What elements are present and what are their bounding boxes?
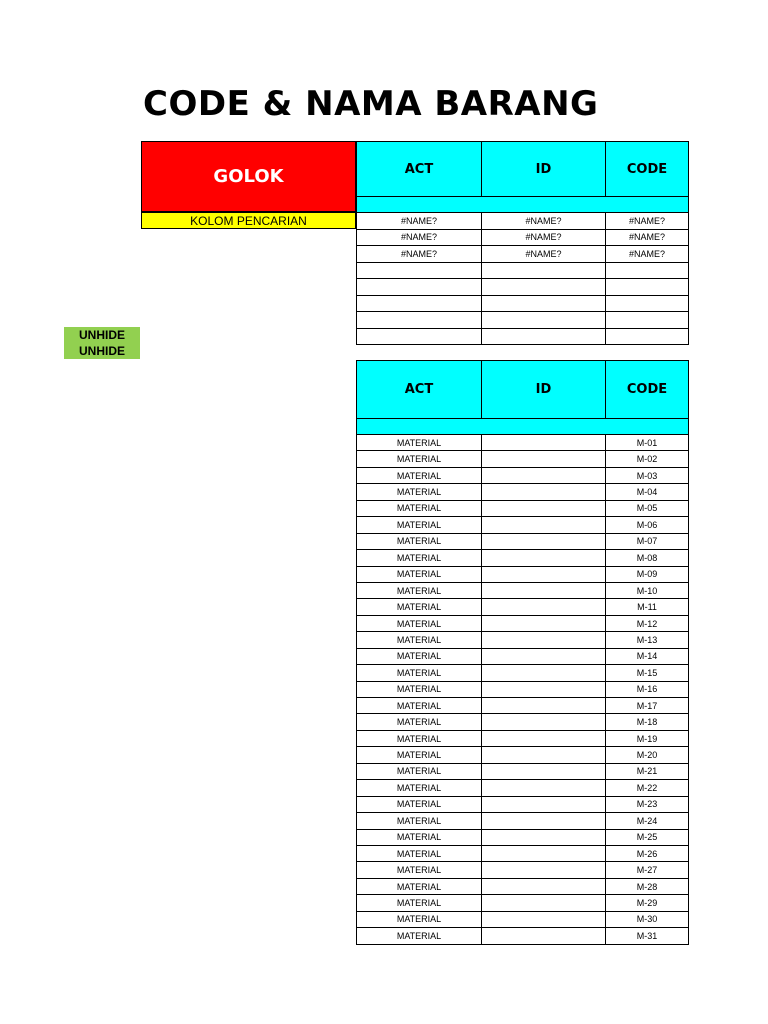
golok-cell[interactable]: GOLOK bbox=[141, 141, 356, 212]
cell-code[interactable]: M-15 bbox=[606, 665, 689, 681]
cell-act[interactable]: MATERIAL bbox=[357, 928, 482, 944]
table-row bbox=[357, 484, 689, 500]
cell-code[interactable]: M-04 bbox=[606, 484, 689, 500]
cell-act[interactable] bbox=[357, 295, 482, 312]
cell-id[interactable] bbox=[482, 262, 606, 279]
cell-act[interactable]: MATERIAL bbox=[357, 681, 482, 697]
cell-id[interactable] bbox=[482, 632, 606, 648]
table-row bbox=[357, 730, 689, 746]
cell-code[interactable]: #NAME? bbox=[606, 229, 689, 246]
table-row bbox=[357, 813, 689, 829]
header-spacer-row bbox=[357, 419, 689, 435]
cell-id[interactable] bbox=[482, 796, 606, 812]
table-row bbox=[357, 550, 689, 566]
cell-act[interactable]: MATERIAL bbox=[357, 698, 482, 714]
table-row bbox=[357, 517, 689, 533]
cell-code[interactable] bbox=[606, 295, 689, 312]
table-row bbox=[357, 566, 689, 582]
cell-act[interactable]: MATERIAL bbox=[357, 665, 482, 681]
column-header-id[interactable]: ID bbox=[482, 142, 606, 197]
cell-code[interactable]: M-03 bbox=[606, 467, 689, 483]
cell-act[interactable]: MATERIAL bbox=[357, 550, 482, 566]
table-row bbox=[357, 845, 689, 861]
table-row bbox=[357, 829, 689, 845]
cell-id[interactable] bbox=[482, 895, 606, 911]
cell-code[interactable]: M-14 bbox=[606, 648, 689, 664]
cell-code[interactable]: M-05 bbox=[606, 500, 689, 516]
cell-id[interactable] bbox=[482, 714, 606, 730]
search-result-row bbox=[357, 229, 689, 246]
cell-id[interactable] bbox=[482, 681, 606, 697]
search-result-row bbox=[357, 213, 689, 230]
cell-code[interactable]: M-11 bbox=[606, 599, 689, 615]
cell-code[interactable]: #NAME? bbox=[606, 246, 689, 263]
cell-code[interactable]: M-26 bbox=[606, 845, 689, 861]
cell-act[interactable]: #NAME? bbox=[357, 229, 482, 246]
cell-act[interactable] bbox=[357, 328, 482, 345]
table-row bbox=[357, 533, 689, 549]
cell-id[interactable] bbox=[482, 312, 606, 329]
cell-act[interactable]: #NAME? bbox=[357, 246, 482, 263]
cell-id[interactable] bbox=[482, 615, 606, 631]
cell-act[interactable]: MATERIAL bbox=[357, 895, 482, 911]
cell-act[interactable] bbox=[357, 262, 482, 279]
cell-act[interactable]: MATERIAL bbox=[357, 582, 482, 598]
cell-code[interactable]: M-02 bbox=[606, 451, 689, 467]
table-row bbox=[357, 911, 689, 927]
table-row bbox=[357, 681, 689, 697]
cell-id[interactable] bbox=[482, 451, 606, 467]
cell-code[interactable] bbox=[606, 328, 689, 345]
cell-id[interactable] bbox=[482, 813, 606, 829]
cell-act[interactable]: MATERIAL bbox=[357, 533, 482, 549]
cell-act[interactable]: MATERIAL bbox=[357, 845, 482, 861]
cell-code[interactable]: M-10 bbox=[606, 582, 689, 598]
table-row bbox=[357, 714, 689, 730]
cell-code[interactable]: M-31 bbox=[606, 928, 689, 944]
cell-id[interactable] bbox=[482, 928, 606, 944]
table-row bbox=[357, 747, 689, 763]
cell-id[interactable] bbox=[482, 500, 606, 516]
table-row bbox=[357, 435, 689, 451]
cell-id[interactable] bbox=[482, 517, 606, 533]
table-row bbox=[357, 796, 689, 812]
table-row bbox=[357, 632, 689, 648]
cell-code[interactable] bbox=[606, 262, 689, 279]
cell-id[interactable] bbox=[482, 484, 606, 500]
cell-code[interactable]: M-17 bbox=[606, 698, 689, 714]
table-row bbox=[357, 895, 689, 911]
table-row bbox=[357, 698, 689, 714]
cell-id[interactable] bbox=[482, 566, 606, 582]
search-result-row bbox=[357, 295, 689, 312]
cell-act[interactable]: MATERIAL bbox=[357, 763, 482, 779]
table-row bbox=[357, 665, 689, 681]
cell-id[interactable] bbox=[482, 829, 606, 845]
cell-act[interactable]: MATERIAL bbox=[357, 484, 482, 500]
cell-act[interactable]: #NAME? bbox=[357, 213, 482, 230]
cell-act[interactable]: MATERIAL bbox=[357, 813, 482, 829]
cell-act[interactable]: MATERIAL bbox=[357, 714, 482, 730]
cell-code[interactable]: M-24 bbox=[606, 813, 689, 829]
search-result-row bbox=[357, 262, 689, 279]
table-row bbox=[357, 780, 689, 796]
page-title: CODE & NAMA BARANG bbox=[143, 84, 599, 124]
cell-act[interactable]: MATERIAL bbox=[357, 500, 482, 516]
search-result-row bbox=[357, 246, 689, 263]
cell-act[interactable]: MATERIAL bbox=[357, 451, 482, 467]
cell-code[interactable]: M-22 bbox=[606, 780, 689, 796]
search-result-row bbox=[357, 279, 689, 296]
cell-code[interactable]: M-21 bbox=[606, 763, 689, 779]
cell-code[interactable]: M-16 bbox=[606, 681, 689, 697]
cell-act[interactable]: MATERIAL bbox=[357, 566, 482, 582]
unhide-label: UNHIDE bbox=[78, 328, 125, 342]
cell-act[interactable]: MATERIAL bbox=[357, 615, 482, 631]
cell-act[interactable]: MATERIAL bbox=[357, 796, 482, 812]
cell-code[interactable]: M-29 bbox=[606, 895, 689, 911]
cell-code[interactable]: M-13 bbox=[606, 632, 689, 648]
cell-id[interactable]: #NAME? bbox=[482, 246, 606, 263]
cell-act[interactable]: MATERIAL bbox=[357, 730, 482, 746]
cell-code[interactable]: M-23 bbox=[606, 796, 689, 812]
cell-act[interactable]: MATERIAL bbox=[357, 648, 482, 664]
search-result-row bbox=[357, 312, 689, 329]
cell-code[interactable]: #NAME? bbox=[606, 213, 689, 230]
cell-code[interactable]: M-25 bbox=[606, 829, 689, 845]
unhide-button[interactable] bbox=[64, 327, 140, 359]
cell-act[interactable]: MATERIAL bbox=[357, 435, 482, 451]
cell-act[interactable]: MATERIAL bbox=[357, 878, 482, 894]
cell-code[interactable]: M-20 bbox=[606, 747, 689, 763]
cell-act[interactable] bbox=[357, 312, 482, 329]
cell-code[interactable]: M-30 bbox=[606, 911, 689, 927]
cell-id[interactable] bbox=[482, 435, 606, 451]
cell-act[interactable]: MATERIAL bbox=[357, 911, 482, 927]
cell-id[interactable] bbox=[482, 550, 606, 566]
cell-id[interactable] bbox=[482, 467, 606, 483]
column-header-act[interactable]: ACT bbox=[357, 361, 482, 419]
table-row bbox=[357, 878, 689, 894]
items-table bbox=[356, 360, 689, 945]
cell-id[interactable] bbox=[482, 878, 606, 894]
unhide-label: UNHIDE bbox=[78, 344, 125, 358]
cell-id[interactable] bbox=[482, 328, 606, 345]
cell-code[interactable]: M-06 bbox=[606, 517, 689, 533]
cell-act[interactable]: MATERIAL bbox=[357, 599, 482, 615]
cell-id[interactable]: #NAME? bbox=[482, 213, 606, 230]
cell-act[interactable]: MATERIAL bbox=[357, 829, 482, 845]
cell-code[interactable] bbox=[606, 279, 689, 296]
cell-act[interactable]: MATERIAL bbox=[357, 517, 482, 533]
cell-act[interactable] bbox=[357, 279, 482, 296]
table-row bbox=[357, 451, 689, 467]
table-row bbox=[357, 928, 689, 944]
table-row bbox=[357, 648, 689, 664]
table-row bbox=[357, 615, 689, 631]
cell-id[interactable] bbox=[482, 279, 606, 296]
table-row bbox=[357, 763, 689, 779]
cell-id[interactable] bbox=[482, 862, 606, 878]
cell-id[interactable] bbox=[482, 845, 606, 861]
cell-id[interactable] bbox=[482, 582, 606, 598]
table-row bbox=[357, 500, 689, 516]
cell-code[interactable]: M-28 bbox=[606, 878, 689, 894]
cell-act[interactable]: MATERIAL bbox=[357, 780, 482, 796]
search-result-row bbox=[357, 328, 689, 345]
search-results-table bbox=[356, 141, 689, 345]
cell-code[interactable]: M-19 bbox=[606, 730, 689, 746]
table-row bbox=[357, 599, 689, 615]
cell-id[interactable] bbox=[482, 665, 606, 681]
table-row bbox=[357, 467, 689, 483]
cell-id[interactable] bbox=[482, 533, 606, 549]
cell-code[interactable]: M-12 bbox=[606, 615, 689, 631]
table-row bbox=[357, 862, 689, 878]
cell-id[interactable] bbox=[482, 730, 606, 746]
column-header-code[interactable]: CODE bbox=[606, 142, 689, 197]
cell-code[interactable]: M-01 bbox=[606, 435, 689, 451]
cell-act[interactable]: MATERIAL bbox=[357, 862, 482, 878]
cell-id[interactable] bbox=[482, 911, 606, 927]
cell-id[interactable] bbox=[482, 599, 606, 615]
column-header-id[interactable]: ID bbox=[482, 361, 606, 419]
cell-code[interactable]: M-27 bbox=[606, 862, 689, 878]
cell-code[interactable]: M-18 bbox=[606, 714, 689, 730]
cell-id[interactable]: #NAME? bbox=[482, 229, 606, 246]
cell-code[interactable]: M-08 bbox=[606, 550, 689, 566]
cell-id[interactable] bbox=[482, 747, 606, 763]
header-spacer-row bbox=[357, 197, 689, 213]
cell-code[interactable]: M-09 bbox=[606, 566, 689, 582]
cell-act[interactable]: MATERIAL bbox=[357, 632, 482, 648]
table-row bbox=[357, 582, 689, 598]
cell-code[interactable]: M-07 bbox=[606, 533, 689, 549]
cell-act[interactable]: MATERIAL bbox=[357, 467, 482, 483]
cell-id[interactable] bbox=[482, 780, 606, 796]
cell-code[interactable] bbox=[606, 312, 689, 329]
cell-id[interactable] bbox=[482, 763, 606, 779]
search-column-label[interactable]: KOLOM PENCARIAN bbox=[141, 212, 356, 229]
column-header-code[interactable]: CODE bbox=[606, 361, 689, 419]
column-header-act[interactable]: ACT bbox=[357, 142, 482, 197]
cell-id[interactable] bbox=[482, 648, 606, 664]
cell-act[interactable]: MATERIAL bbox=[357, 747, 482, 763]
cell-id[interactable] bbox=[482, 295, 606, 312]
cell-id[interactable] bbox=[482, 698, 606, 714]
